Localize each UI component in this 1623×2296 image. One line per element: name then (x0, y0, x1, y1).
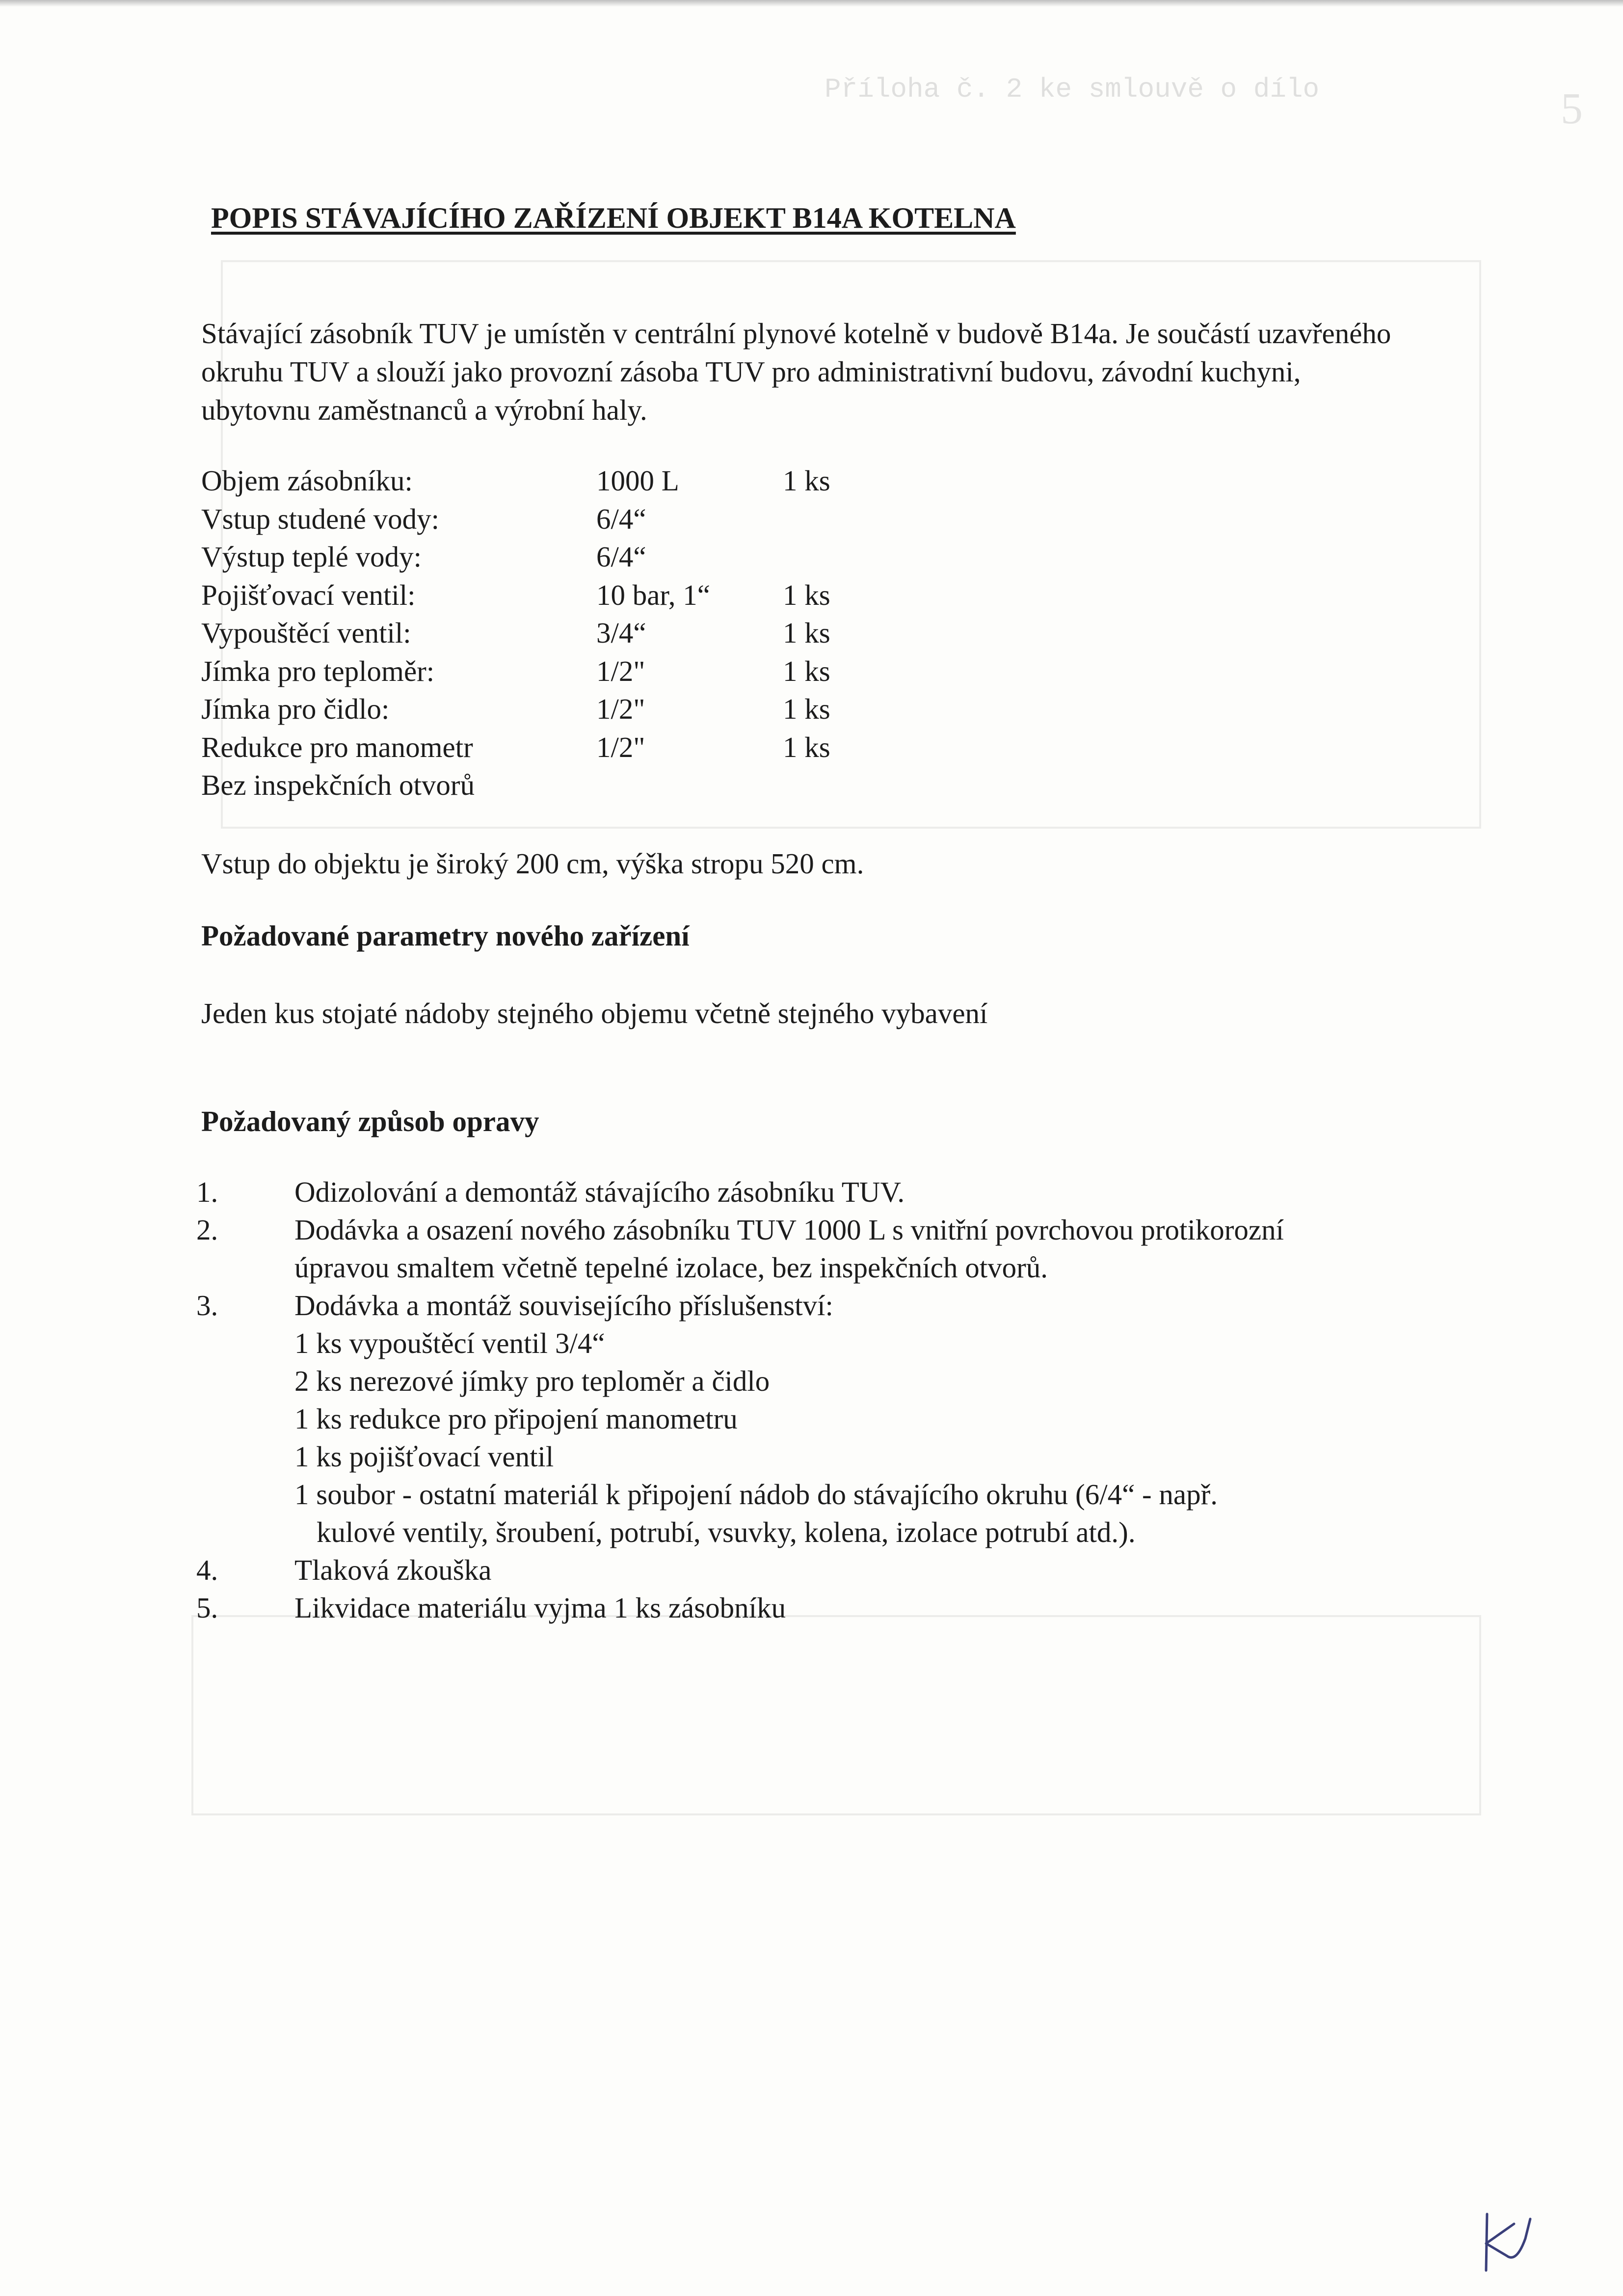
accessory-item: 1 soubor - ostatní materiál k připojení nádob do stávajícího okruhu (6/4“ - např. (294, 1478, 1218, 1511)
accessory-item: 2 ks nerezové jímky pro teploměr a čidlo (294, 1365, 770, 1397)
step-text: Tlaková zkouška (294, 1554, 492, 1586)
list-item (196, 1589, 1453, 1627)
spec-qty: 1 ks (783, 617, 830, 649)
spec-qty: 1 ks (783, 578, 830, 611)
requirement-text: Jeden kus stojaté nádoby stejného objemu včetně stejného vybavení (201, 997, 988, 1029)
spec-qty: 1 ks (783, 464, 830, 497)
repair-heading: Požadovaný způsob opravy (201, 1105, 539, 1137)
step-number: 4. (196, 1554, 218, 1586)
spec-value: 1/2" (596, 693, 645, 725)
params-heading: Požadované parametry nového zařízení (201, 919, 690, 952)
spec-value: 1/2" (596, 654, 645, 687)
spec-value: 6/4“ (596, 502, 646, 535)
step-number: 5. (196, 1592, 218, 1624)
accessory-item: 1 ks pojišťovací ventil (294, 1440, 554, 1473)
spec-value: 3/4“ (596, 617, 646, 649)
accessory-item: 1 ks redukce pro připojení manometru (294, 1403, 738, 1435)
step-text: Dodávka a montáž souvisejícího příslušenství: (294, 1289, 833, 1322)
step-number: 2. (196, 1214, 218, 1246)
step-text: Dodávka a osazení nového zásobníku TUV 1000 L s vnitřní povrchovou protikorozní (294, 1214, 1284, 1246)
repair-steps-list (196, 1173, 1453, 1627)
spec-label: Redukce pro manometr (201, 730, 473, 763)
spec-label: Vypouštěcí ventil: (201, 617, 411, 649)
spec-label: Jímka pro teploměr: (201, 654, 435, 687)
accessory-item: 1 ks vypouštěcí ventil 3/4“ (294, 1327, 605, 1359)
bleed-through-header: Příloha č. 2 ke smlouvě o dílo (825, 74, 1320, 105)
step-number: 3. (196, 1289, 218, 1322)
bleed-through-page-number: 5 (1561, 84, 1583, 133)
spec-label: Jímka pro čidlo: (201, 693, 390, 725)
accessory-item-continuation: kulové ventily, šroubení, potrubí, vsuvky, kolena, izolace potrubí atd.). (317, 1516, 1136, 1548)
page-title: POPIS STÁVAJÍCÍHO ZAŘÍZENÍ OBJEKT B14A KOTELNA (211, 202, 1016, 234)
spec-label: Vstup studené vody: (201, 502, 440, 535)
spec-label: Pojišťovací ventil: (201, 578, 416, 611)
spec-qty: 1 ks (783, 693, 830, 725)
handwritten-initials (1467, 2209, 1536, 2273)
spec-value: 10 bar, 1“ (596, 578, 710, 611)
list-item (196, 1287, 1453, 1551)
list-item (196, 1551, 1453, 1589)
bleed-through-frame-bottom (191, 1615, 1481, 1815)
spec-qty: 1 ks (783, 730, 830, 763)
intro-paragraph: Stávající zásobník TUV je umístěn v centrální plynové kotelně v budově B14a. Je součástí uzavřeného okruhu TUV a slouží jako provozní zásoba TUV pro administrativní budovu, závodní kuchyni, ubytovnu zaměstnanců a výrobní haly. (201, 317, 1391, 426)
spec-qty: 1 ks (783, 654, 830, 687)
step-text-continuation: úpravou smaltem včetně tepelné izolace, bez inspekčních otvorů. (294, 1251, 1048, 1284)
spec-label: Objem zásobníku: (201, 464, 413, 497)
spec-value: 6/4“ (596, 540, 646, 573)
spec-label: Výstup teplé vody: (201, 540, 422, 573)
entrance-dimensions: Vstup do objektu je široký 200 cm, výška stropu 520 cm. (201, 847, 864, 880)
step-number: 1. (196, 1176, 218, 1208)
list-item (196, 1173, 1453, 1211)
spec-label: Bez inspekčních otvorů (201, 769, 475, 801)
spec-value: 1/2" (596, 730, 645, 763)
spec-value: 1000 L (596, 464, 679, 497)
step-text: Likvidace materiálu vyjma 1 ks zásobníku (294, 1592, 786, 1624)
step-text: Odizolování a demontáž stávajícího zásobníku TUV. (294, 1176, 905, 1208)
list-item (196, 1211, 1453, 1287)
scan-edge (0, 0, 1623, 7)
